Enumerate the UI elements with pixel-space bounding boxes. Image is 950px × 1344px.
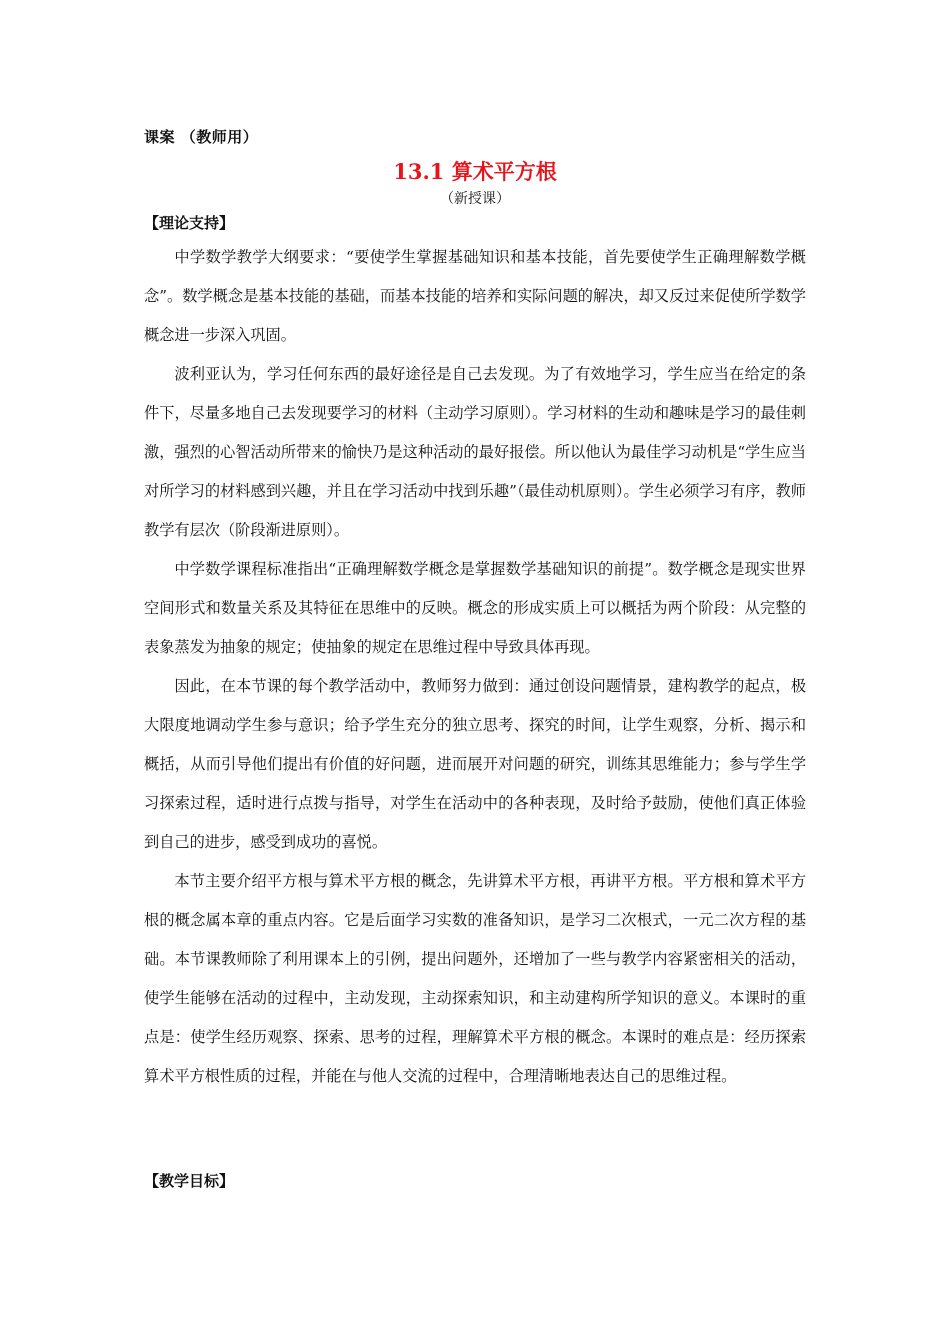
paragraph: 中学数学课程标准指出“正确理解数学概念是掌握数学基础知识的前提”。数学概念是现实世界空间形式和数量关系及其特征在思维中的反映。概念的形成实质上可以概括为两个阶段：从完整的表象蒸发为抽象的规定；使抽象的规定在思维过程中导致具体再现。	[144, 560, 806, 656]
section-heading-teaching-objectives: 【教学目标】	[144, 1172, 235, 1190]
lesson-title: 13.1 算术平方根	[393, 159, 557, 184]
paragraph: 因此，在本节课的每个教学活动中，教师努力做到：通过创设问题情景，建构教学的起点，极大限度地调动学生参与意识；给予学生充分的独立思考、探究的时间，让学生观察，分析、揭示和概括，从而引导他们提出有价值的好问题，进而展开对问题的研究，训练其思维能力；参与学生学习探索过程，适时进行点拨与指导，对学生在活动中的各种表现，及时给予鼓励，使他们真正体验到自己的进步，感受到成功的喜悦。	[144, 677, 806, 851]
section-heading-theory-support: 【理论支持】	[144, 214, 235, 232]
paragraph: 中学数学教学大纲要求：“要使学生掌握基础知识和基本技能，首先要使学生正确理解数学概念”。数学概念是基本技能的基础，而基本技能的培养和实际问题的解决，却又反过来促使所学数学概念进一步深入巩固。	[144, 248, 806, 344]
paragraph: 本节主要介绍平方根与算术平方根的概念，先讲算术平方根，再讲平方根。平方根和算术平方根的概念属本章的重点内容。它是后面学习实数的准备知识，是学习二次根式，一元二次方程的基础。本节课教师除了利用课本上的引例，提出问题外，还增加了一些与教学内容紧密相关的活动，使学生能够在活动的过程中，主动发现，主动探索知识，和主动建构所学知识的意义。本课时的重点是：使学生经历观察、探索、思考的过程，理解算术平方根的概念。本课时的难点是：经历探索算术平方根性质的过程，并能在与他人交流的过程中，合理清晰地表达自己的思维过程。	[144, 872, 806, 1085]
document-type-label: 课案 （教师用）	[144, 128, 259, 146]
lesson-subtitle: （新授课）	[440, 191, 510, 207]
paragraph: 波利亚认为，学习任何东西的最好途径是自己去发现。为了有效地学习，学生应当在给定的条件下，尽量多地自己去发现要学习的材料（主动学习原则）。学习材料的生动和趣味是学习的最佳刺激，强烈的心智活动所带来的愉快乃是这种活动的最好报偿。所以他认为最佳学习动机是“学生应当对所学习的材料感到兴趣，并且在学习活动中找到乐趣”（最佳动机原则）。学生必须学习有序，教师教学有层次（阶段渐进原则）。	[144, 365, 806, 539]
theory-support-body	[144, 238, 806, 1096]
